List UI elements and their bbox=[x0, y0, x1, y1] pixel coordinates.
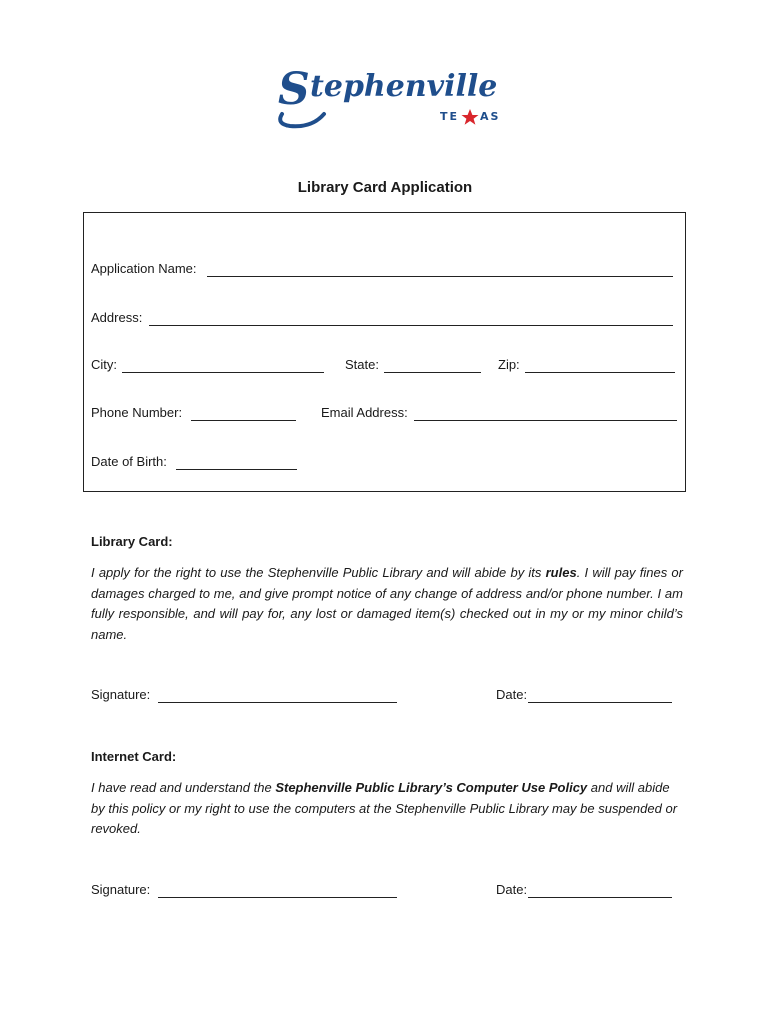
rules-emphasis: rules bbox=[545, 565, 577, 580]
logo-texas-right: AS bbox=[480, 110, 501, 123]
dob-field[interactable] bbox=[176, 469, 297, 470]
internet-date-label: Date: bbox=[496, 882, 528, 897]
state-label: State: bbox=[345, 357, 379, 372]
internet-signature-label: Signature: bbox=[91, 882, 151, 897]
application-name-label: Application Name: bbox=[91, 261, 197, 276]
city-label: City: bbox=[91, 357, 117, 372]
page-title: Library Card Application bbox=[297, 179, 473, 196]
internet-card-heading: Internet Card: bbox=[91, 749, 177, 764]
zip-label: Zip: bbox=[498, 357, 520, 372]
stephenville-logo bbox=[272, 52, 502, 132]
application-name-field[interactable] bbox=[207, 276, 673, 277]
state-field[interactable] bbox=[384, 372, 481, 373]
logo-texas-left: TE bbox=[440, 110, 460, 123]
applicant-info-box bbox=[83, 212, 686, 492]
library-signature-label: Signature: bbox=[91, 687, 151, 702]
logo-wordmark: tephenville bbox=[310, 69, 498, 104]
library-card-agreement: I apply for the right to use the Stephenville Public Library and will abide by its rules. I will pay fines or damages charged to me, and give prompt notice of any change of address and/or phone number. I am fully responsible, and will pay for, any lost or damaged item(s) checked out in my or my minor child’s name. bbox=[91, 565, 683, 642]
phone-field[interactable] bbox=[191, 420, 296, 421]
logo-star-icon bbox=[462, 109, 479, 125]
library-signature-field[interactable] bbox=[158, 702, 397, 703]
phone-label: Phone Number: bbox=[91, 405, 183, 420]
computer-use-policy-emphasis: Stephenville Public Library’s Computer Use Policy bbox=[275, 780, 588, 795]
email-label: Email Address: bbox=[321, 405, 408, 420]
zip-field[interactable] bbox=[525, 372, 675, 373]
city-field[interactable] bbox=[122, 372, 324, 373]
address-label: Address: bbox=[91, 310, 143, 325]
library-card-heading: Library Card: bbox=[91, 534, 173, 549]
logo-wordmark-s: S bbox=[278, 64, 310, 115]
internet-date-field[interactable] bbox=[528, 897, 672, 898]
dob-label: Date of Birth: bbox=[91, 454, 167, 469]
library-date-field[interactable] bbox=[528, 702, 672, 703]
address-field[interactable] bbox=[149, 325, 673, 326]
email-field[interactable] bbox=[414, 420, 677, 421]
internet-signature-field[interactable] bbox=[158, 897, 397, 898]
internet-card-agreement: I have read and understand the Stephenville Public Library’s Computer Use Policy and will abide by this policy or my right to use the computers at the Stephenville Public Library may be suspended or revoked. bbox=[91, 780, 678, 836]
library-date-label: Date: bbox=[496, 687, 528, 702]
